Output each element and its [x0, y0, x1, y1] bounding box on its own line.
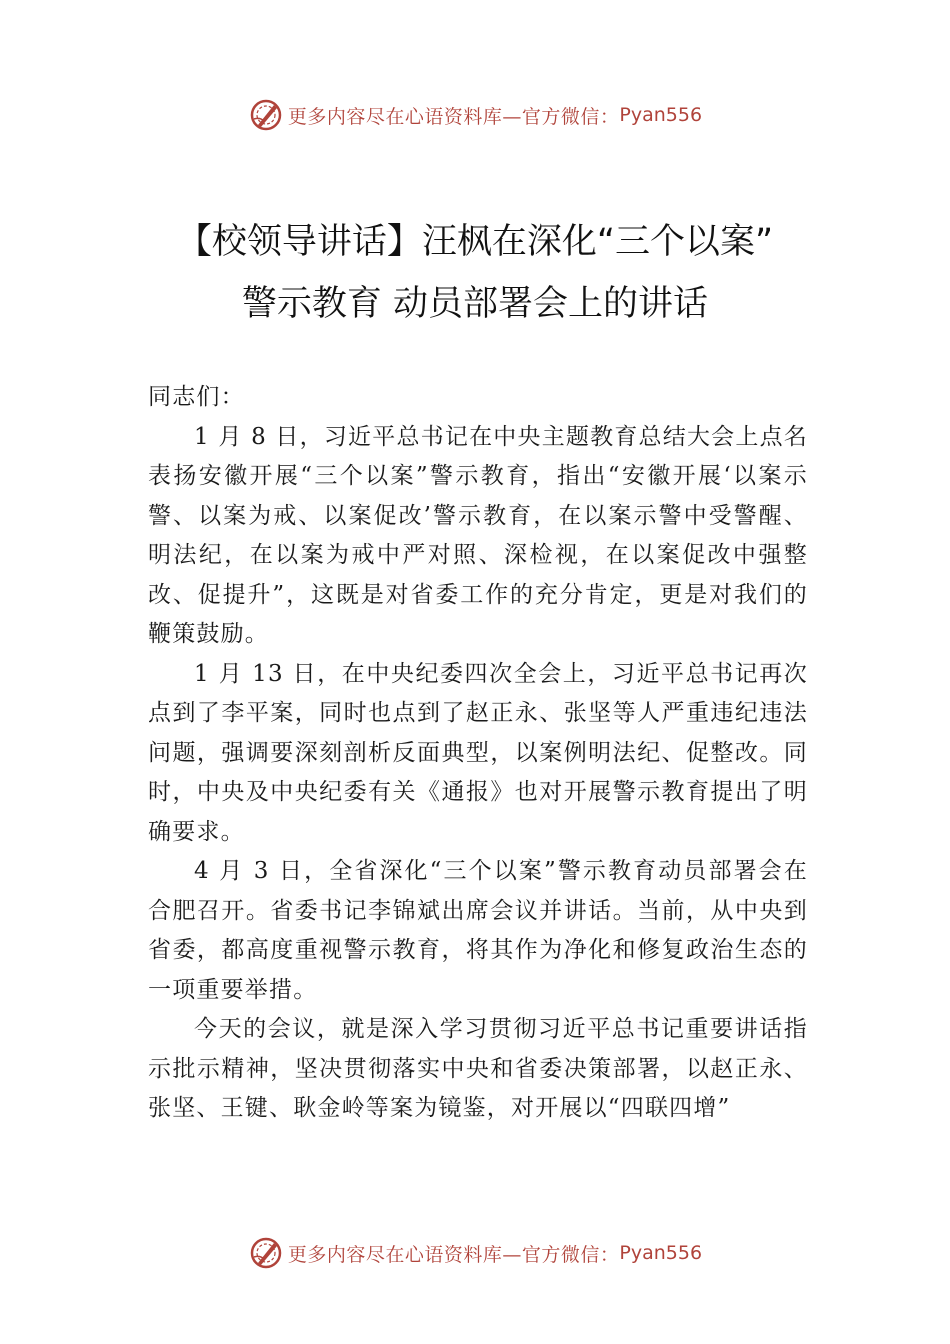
paragraph: 1 月 13 日，在中央纪委四次全会上，习近平总书记再次点到了李平案，同时也点到了赵正永、张坚等人严重违纪违法问题，强调要深刻剖析反面典型，以案例明法纪、促整改。同时，中央及中央纪委有关《通报》也对开展警示教育提出了明确要求。: [148, 660, 808, 845]
document-title-line-1: 【校领导讲话】汪枫在深化“三个以案”: [176, 222, 774, 262]
header-banner: [0, 95, 950, 135]
banner-wechat-id: Pyan556: [619, 1242, 703, 1264]
banner-text: 更多内容尽在心语资料库—官方微信：: [287, 1243, 620, 1266]
document-title-line-2: 警示教育 动员部署会上的讲话: [241, 284, 709, 324]
paragraph: 1 月 8 日，习近平总书记在中央主题教育总结大会上点名表扬安徽开展“三个以案”警示教育，指出“安徽开展‘以案示警、以案为戒、以案促改’警示教育，在以案示警中受警醒、明法纪，在以案为戒中严对照、深检视，在以案促改中强整改、促提升”，这既是对省委工作的充分肯定，更是对我们的鞭策鼓励。: [148, 423, 808, 647]
banner-text: 更多内容尽在心语资料库—官方微信：: [287, 105, 620, 128]
logo-icon: [248, 1235, 284, 1271]
paragraph: 今天的会议，就是深入学习贯彻习近平总书记重要讲话指示批示精神，坚决贯彻落实中央和省委决策部署，以赵正永、张坚、王键、耿金岭等案为镜鉴，对开展以“四联四增”: [148, 1016, 808, 1121]
logo-icon: [248, 97, 284, 133]
footer-banner: [0, 1233, 950, 1273]
document-body: [148, 378, 808, 1129]
banner-wechat-id: Pyan556: [619, 104, 703, 126]
salutation: 同志们：: [148, 384, 245, 410]
paragraph: 4 月 3 日，全省深化“三个以案”警示教育动员部署会在合肥召开。省委书记李锦斌出席会议并讲话。当前，从中央到省委，都高度重视警示教育，将其作为净化和修复政治生态的一项重要举措。: [148, 858, 808, 1003]
